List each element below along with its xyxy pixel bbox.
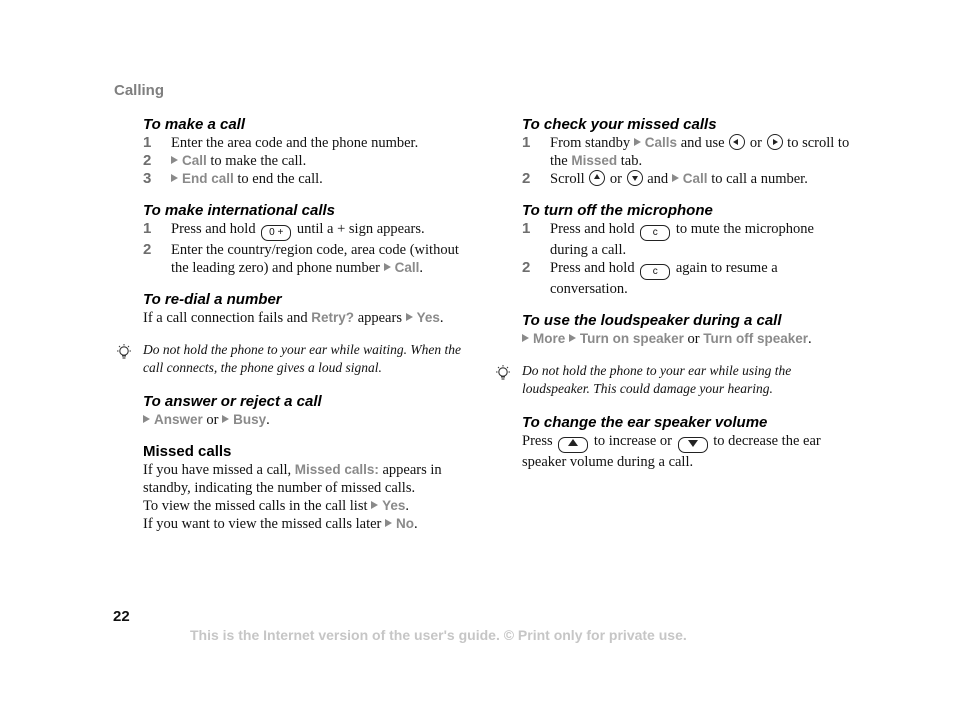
menu-arrow-icon <box>171 174 178 182</box>
nav-up-icon <box>589 170 605 186</box>
step-text: From standby <box>550 135 634 151</box>
footer-notice: This is the Internet version of the user's guide. © Print only for private use. <box>190 627 687 643</box>
step-text: Press and hold <box>550 221 639 237</box>
step-number: 2 <box>522 170 531 187</box>
menu-arrow-icon <box>171 156 178 164</box>
nav-right-icon <box>767 134 783 150</box>
menu-item: End call <box>182 171 234 186</box>
step <box>522 259 852 298</box>
volume-text <box>522 432 852 471</box>
menu-item: Busy <box>233 412 267 427</box>
menu-item: Missed <box>571 153 618 168</box>
step-text: again to resume a conversation. <box>550 260 778 297</box>
loudspeaker-title: To use the loudspeaker during a call <box>522 312 782 329</box>
check-missed-title: To check your missed calls <box>522 116 717 133</box>
microphone-section <box>522 202 852 298</box>
check-missed-section <box>522 116 852 188</box>
missed-calls-title: Missed calls <box>143 443 232 460</box>
section-header: Calling <box>114 82 165 99</box>
step-text: to make the call. <box>206 153 307 169</box>
step-text: to call a number. <box>707 171 808 187</box>
text: or <box>202 412 223 428</box>
step-text: until a + sign appears. <box>293 221 425 237</box>
redial-text <box>143 309 473 327</box>
step-text: and <box>643 171 672 187</box>
menu-arrow-icon <box>406 313 413 321</box>
punctuation: . <box>419 260 423 276</box>
step-text: Press and hold <box>171 221 260 237</box>
menu-arrow-icon <box>672 174 679 182</box>
answer-title: To answer or reject a call <box>143 393 322 410</box>
up-triangle-icon <box>568 439 578 446</box>
redial-title: To re-dial a number <box>143 291 282 308</box>
volume-title: To change the ear speaker volume <box>522 414 768 431</box>
step-text: and use <box>677 135 729 151</box>
make-call-section <box>143 116 473 188</box>
punctuation: . <box>266 412 270 428</box>
menu-arrow-icon <box>222 415 229 423</box>
volume-up-key-icon <box>558 437 588 453</box>
step-text: Enter the area code and the phone number. <box>171 135 419 151</box>
c-key-icon: c <box>640 264 670 280</box>
punctuation: . <box>439 310 444 326</box>
missed-calls-section <box>143 443 473 533</box>
text: to increase or <box>590 433 676 449</box>
loudspeaker-text <box>522 330 852 348</box>
left-column <box>143 116 473 547</box>
text: If a call connection fails and <box>143 310 312 326</box>
make-call-title: To make a call <box>143 116 245 133</box>
menu-item: Missed calls: <box>294 462 379 477</box>
text: appears <box>354 310 406 326</box>
tip-note <box>522 362 852 398</box>
step <box>522 134 852 170</box>
step <box>522 220 852 259</box>
step-text: Enter the country/region code, area code (without the leading zero) and phone number <box>171 242 459 276</box>
microphone-title: To turn off the microphone <box>522 202 713 219</box>
step-number: 2 <box>522 259 531 276</box>
text: appears in standby, indicating the number of missed calls. <box>143 462 442 496</box>
menu-item: Turn off speaker <box>703 331 809 346</box>
menu-arrow-icon <box>143 415 150 423</box>
step-text: or <box>606 171 626 187</box>
punctuation: . <box>808 331 812 347</box>
step <box>143 152 473 170</box>
nav-down-icon <box>627 170 643 186</box>
international-title: To make international calls <box>143 202 336 219</box>
volume-down-key-icon <box>678 437 708 453</box>
step-number: 2 <box>143 241 152 258</box>
step-text: or <box>746 135 766 151</box>
menu-arrow-icon <box>371 501 378 509</box>
step-number: 1 <box>522 134 531 151</box>
step <box>143 220 473 241</box>
step-text: tab. <box>617 153 643 169</box>
tip-text: Do not hold the phone to your ear while waiting. When the call connects, the phone gives a loud signal. <box>143 342 461 375</box>
step-number: 1 <box>143 220 152 237</box>
menu-item: Retry? <box>311 310 355 325</box>
step-text: to end the call. <box>233 171 323 187</box>
punctuation: . <box>414 516 418 532</box>
step-number: 1 <box>522 220 531 237</box>
tip-text: Do not hold the phone to your ear while using the loudspeaker. This could damage your hearing. <box>522 363 792 396</box>
page-number: 22 <box>113 608 130 625</box>
menu-item: Call <box>682 171 708 186</box>
missed-text-3 <box>143 515 473 533</box>
step-number: 1 <box>143 134 152 151</box>
text: Press <box>522 433 557 449</box>
international-section <box>143 202 473 277</box>
menu-item: Calls <box>644 135 678 150</box>
text: If you want to view the missed calls later <box>143 516 386 532</box>
step <box>522 170 852 188</box>
nav-left-icon <box>729 134 745 150</box>
step-number: 3 <box>143 170 152 187</box>
redial-section <box>143 291 473 327</box>
step-text: Press and hold <box>550 260 639 276</box>
right-column <box>522 116 852 485</box>
c-key-icon: c <box>640 225 670 241</box>
down-triangle-icon <box>688 440 698 447</box>
volume-section <box>522 414 852 471</box>
text: to decrease the ear speaker volume during a call. <box>522 433 821 470</box>
step-text: Scroll <box>550 171 589 187</box>
menu-item: No <box>396 516 415 531</box>
menu-arrow-icon <box>384 263 391 271</box>
lightbulb-icon <box>494 364 512 382</box>
menu-item: Turn on speaker <box>579 331 684 346</box>
menu-arrow-icon <box>634 138 641 146</box>
text: If you have missed a call, <box>143 462 295 478</box>
menu-item: Yes <box>382 498 406 513</box>
answer-text <box>143 411 473 429</box>
text: To view the missed calls in the call list <box>143 498 372 514</box>
tip-note <box>143 341 473 377</box>
text: or <box>683 331 704 347</box>
step <box>143 134 473 152</box>
menu-arrow-icon <box>385 519 392 527</box>
menu-item: Answer <box>154 412 203 427</box>
menu-item: Call <box>394 260 420 275</box>
menu-arrow-icon <box>522 334 529 342</box>
step <box>143 241 473 277</box>
answer-section <box>143 393 473 429</box>
menu-item: Yes <box>416 310 440 325</box>
zero-plus-key-icon: 0 + <box>261 225 291 241</box>
lightbulb-icon <box>115 343 133 361</box>
missed-text-1 <box>143 461 473 497</box>
menu-item: More <box>533 331 566 346</box>
step-number: 2 <box>143 152 152 169</box>
step-text: to scroll to the <box>550 135 850 169</box>
step <box>143 170 473 188</box>
missed-text-2 <box>143 497 473 515</box>
menu-arrow-icon <box>569 334 576 342</box>
punctuation: . <box>405 498 410 514</box>
menu-item: Call <box>182 153 207 168</box>
step-text: to mute the microphone during a call. <box>550 221 814 258</box>
loudspeaker-section <box>522 312 852 348</box>
